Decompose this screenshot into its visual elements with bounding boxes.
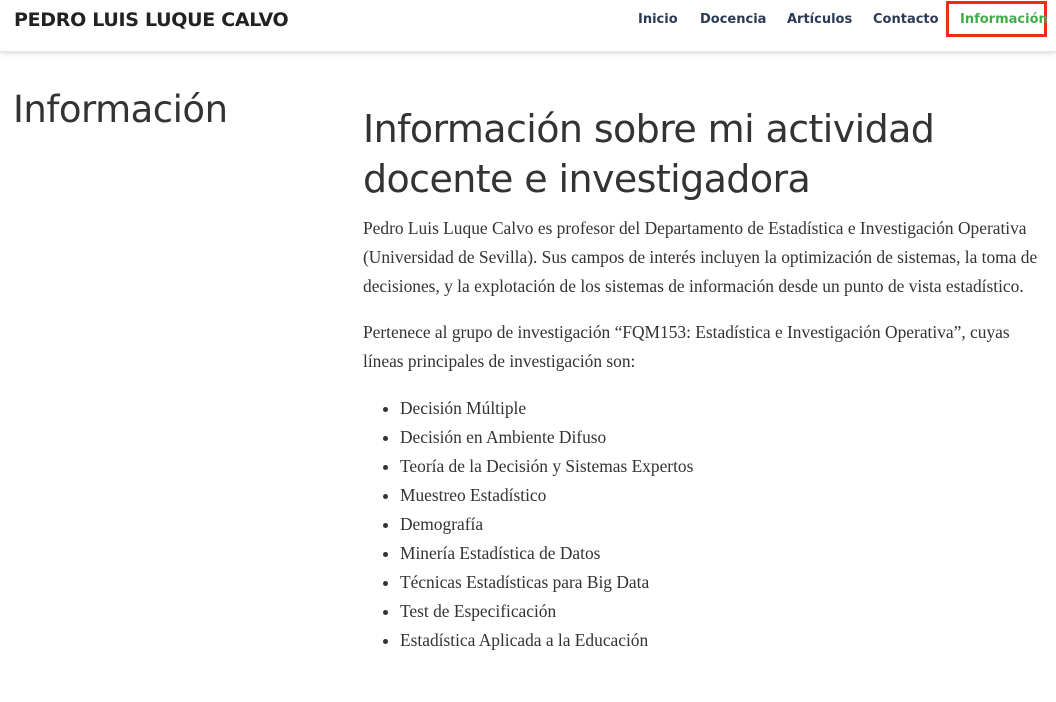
list-item: • Muestreo Estadístico (400, 481, 1043, 510)
sidebar-page-title: Información (13, 88, 228, 131)
site-header (0, 0, 1056, 52)
list-item: • Demografía (400, 510, 1043, 539)
intro-paragraph: Pedro Luis Luque Calvo es profesor del Departamento de Estadística e Investigación Operativa (Universidad de Sevilla). Sus campos de interés incluyen la optimización de sistemas, la toma de decisiones, y la explotación de los sistemas de información desde un punto de vista estadístico. (363, 218, 1038, 296)
site-title-link[interactable]: PEDRO LUIS LUQUE CALVO (14, 9, 289, 31)
list-item: • Test de Especificación (400, 597, 1043, 626)
nav-item-contacto[interactable]: Contacto (873, 12, 939, 27)
nav-item-inicio[interactable]: Inicio (638, 12, 678, 27)
list-item: • Decisión en Ambiente Difuso (400, 423, 1043, 452)
nav-item-docencia[interactable]: Docencia (700, 12, 767, 27)
page-heading: Información sobre mi actividad docente e investigadora (363, 107, 935, 201)
list-item: • Minería Estadística de Datos (400, 539, 1043, 568)
list-item: • Estadística Aplicada a la Educación (400, 626, 1043, 655)
list-item: • Decisión Múltiple (400, 394, 1043, 423)
research-group-paragraph: Pertenece al grupo de investigación “FQM153: Estadística e Investigación Operativa”, cuyas líneas principales de investigación son: (363, 322, 1010, 371)
research-lines-list (363, 394, 1043, 655)
nav-item-informacion[interactable]: Información (960, 12, 1048, 27)
list-item: • Técnicas Estadísticas para Big Data (400, 568, 1043, 597)
main-content (363, 104, 1043, 655)
list-item: • Teoría de la Decisión y Sistemas Expertos (400, 452, 1043, 481)
nav-item-articulos[interactable]: Artículos (787, 12, 853, 27)
